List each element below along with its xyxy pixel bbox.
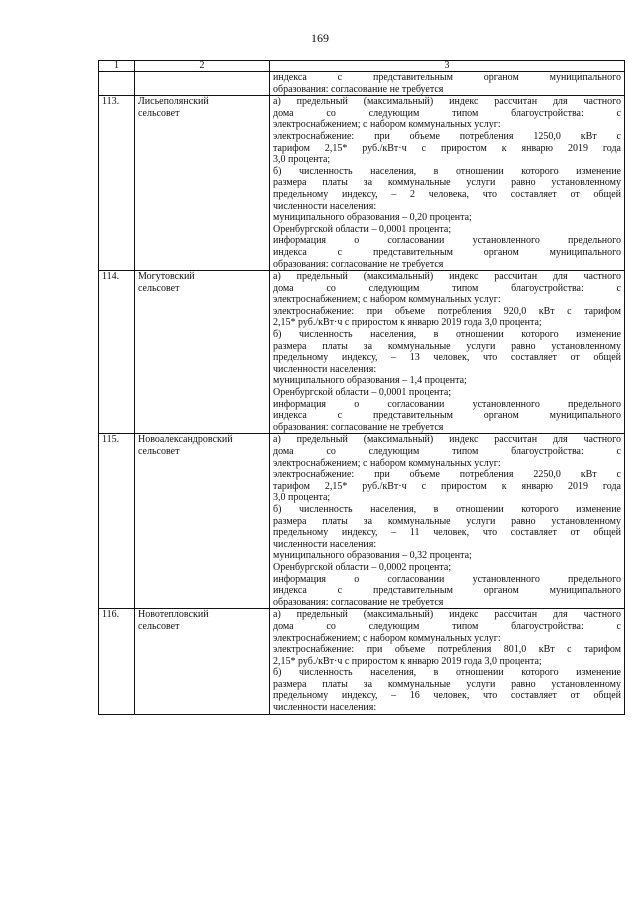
description-line: предельному индексу, – 13 человек, что составляет от общей [273,352,621,364]
description-line: 3,0 процента; [273,154,331,166]
description-line: 2,15* руб./кВт·ч с приростом к январю 2019 года 3,0 процента; [273,317,542,329]
page-number: 169 [311,31,329,45]
header-col-2: 2 [135,61,270,72]
description-line: электроснабжение: при объеме потребления 920,0 кВт с тарифом [273,305,621,317]
continuation-name-cell [135,72,270,96]
row-number: 116. [99,609,135,714]
description-line: численности населения: [273,538,377,550]
description-line: индекса с представительным органом муниципального [273,246,621,258]
continuation-num-cell [99,72,135,96]
row-number: 114. [99,271,135,434]
description-line: б) численность населения, в отношении которого изменение [273,667,621,679]
table-body [99,61,625,715]
table-row [99,609,625,714]
description-line: информация о согласовании установленного предельного [273,235,621,247]
description-line: а) предельный (максимальный) индекс рассчитан для частного [273,271,621,283]
description-line: образования: согласование не требуется [273,258,444,270]
description-line: предельному индексу, – 2 человека, что составляет от общей [273,188,621,200]
description-line: размера платы за коммунальные услуги равно установленному [273,678,621,690]
description-line: а) предельный (максимальный) индекс рассчитан для частного [273,96,621,108]
table-row [99,271,625,434]
description-line: электроснабжением; с набором коммунальных услуг: [273,632,501,644]
description-line: образования: согласование не требуется [273,421,444,433]
municipality-name-cell [135,609,270,714]
description-line: б) численность населения, в отношении которого изменение [273,329,621,341]
description-line: Оренбургской области – 0,0001 процента; [273,223,452,235]
description-line: 2,15* руб./кВт·ч с приростом к январю 2019 года 3,0 процента; [273,655,542,667]
description-line: информация о согласовании установленного предельного [273,398,621,410]
continuation-line: образования: согласование не требуется [273,83,444,95]
description-line: Оренбургской области – 0,0002 процента; [273,561,452,573]
continuation-line: индекса с представительным органом муниципального [273,72,621,83]
continuation-text-cell [270,72,625,96]
description-line: индекса с представительным органом муниципального [273,410,621,422]
table-header-row [99,61,625,72]
header-col-1: 1 [99,61,135,72]
header-col-3: 3 [270,61,625,72]
municipality-name-line: сельсовет [138,620,180,632]
description-line: индекса с представительным органом муниципального [273,585,621,597]
description-line: муниципального образования – 1,4 процента; [273,375,467,387]
description-line: предельному индексу, – 11 человек, что составляет от общей [273,527,621,539]
municipality-name-line: сельсовет [138,282,180,294]
description-line: дома со следующим типом благоустройства: с [273,282,621,294]
municipality-name-cell [135,434,270,609]
description-line: муниципального образования – 0,32 процента; [273,550,472,562]
table-row [99,96,625,271]
description-line: тарифом 2,15* руб./кВт·ч с приростом к январю 2019 года [273,480,621,492]
municipality-name-line: сельсовет [138,446,180,457]
description-line: дома со следующим типом благоустройства: с [273,620,621,632]
municipality-name-line: Лисьеполянский [138,96,209,108]
description-line: размера платы за коммунальные услуги равно установленному [273,340,621,352]
municipality-name-line: Новоалександровский [138,434,233,446]
description-line: электроснабжением; с набором коммунальных услуг: [273,119,501,131]
table-row [99,434,625,609]
index-description-cell [270,271,625,434]
index-description-cell [270,609,625,714]
description-line: тарифом 2,15* руб./кВт·ч с приростом к январю 2019 года [273,142,621,154]
index-table [98,60,625,715]
index-description-cell [270,96,625,271]
description-line: размера платы за коммунальные услуги равно установленному [273,177,621,189]
description-line: численности населения: [273,363,377,375]
description-line: электроснабжение: при объеме потребления 801,0 кВт с тарифом [273,644,621,656]
description-line: электроснабжением; с набором коммунальных услуг: [273,457,501,469]
description-line: электроснабжение: при объеме потребления 1250,0 кВт с [273,130,621,142]
description-line: образования: согласование не требуется [273,596,444,608]
municipality-name-line: сельсовет [138,107,180,119]
municipality-name-line: Могутовский [138,271,195,283]
index-description-cell [270,434,625,609]
description-line: а) предельный (максимальный) индекс рассчитан для частного [273,434,621,446]
description-line: размера платы за коммунальные услуги равно установленному [273,515,621,527]
description-line: муниципального образования – 0,20 процента; [273,212,472,224]
description-line: 3,0 процента; [273,492,331,504]
description-line: а) предельный (максимальный) индекс рассчитан для частного [273,609,621,621]
continuation-row [99,72,625,96]
description-line: дома со следующим типом благоустройства: с [273,446,621,457]
description-line: численности населения: [273,702,377,714]
description-line: б) численность населения, в отношении которого изменение [273,503,621,515]
description-line: электроснабжение: при объеме потребления 2250,0 кВт с [273,469,621,481]
description-line: численности населения: [273,200,377,212]
description-line: Оренбургской области – 0,0001 процента; [273,387,452,399]
municipality-name-cell [135,96,270,271]
municipality-name-line: Новотепловский [138,609,209,621]
row-number: 113. [99,96,135,271]
description-line: дома со следующим типом благоустройства: с [273,107,621,119]
description-line: б) численность населения, в отношении которого изменение [273,165,621,177]
row-number: 115. [99,434,135,609]
description-line: информация о согласовании установленного предельного [273,573,621,585]
description-line: электроснабжением; с набором коммунальных услуг: [273,294,501,306]
municipality-name-cell [135,271,270,434]
description-line: предельному индексу, – 16 человек, что составляет от общей [273,690,621,702]
